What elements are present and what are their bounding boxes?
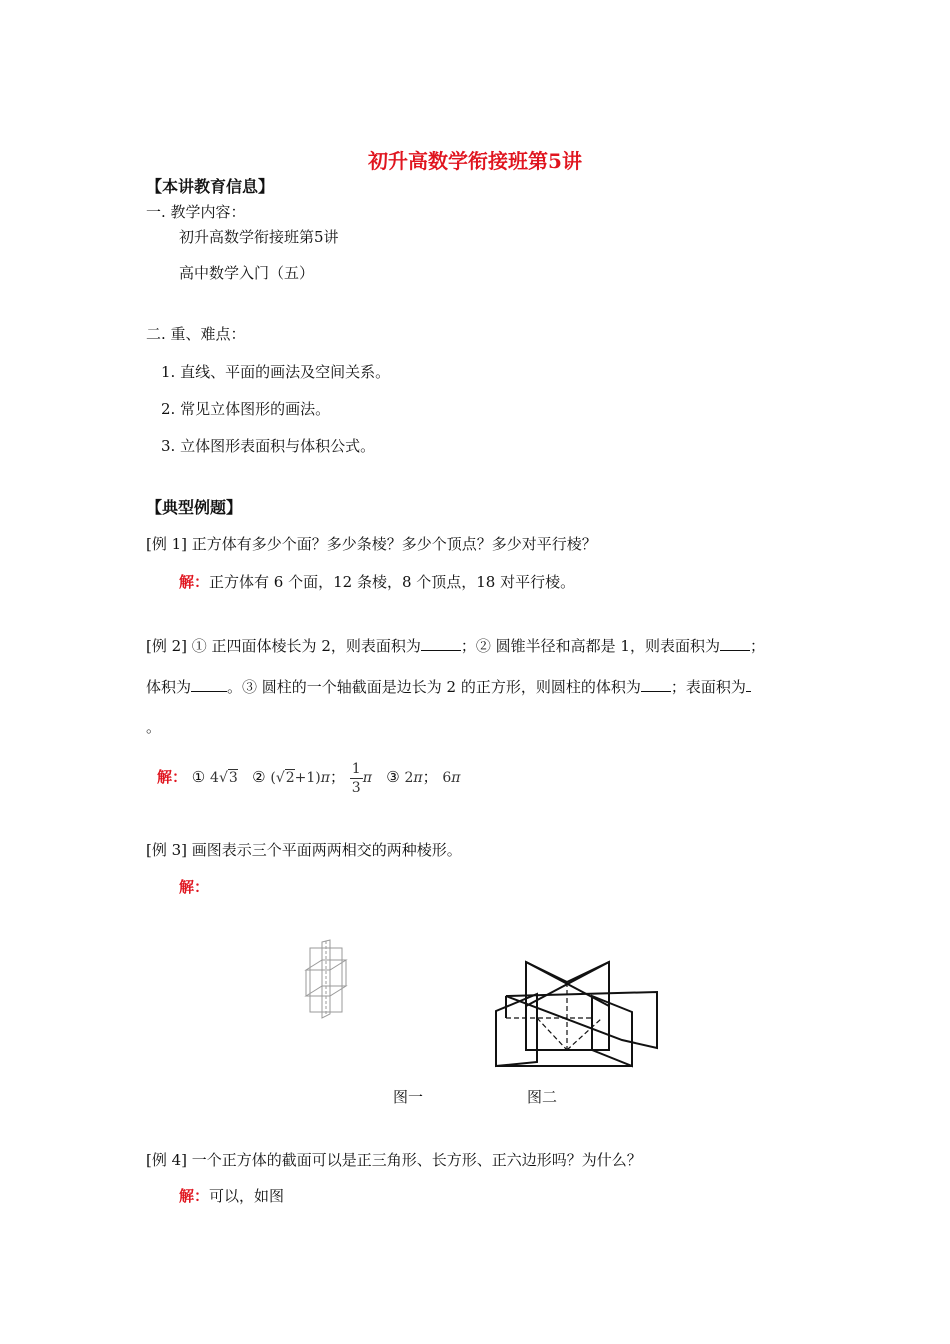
pi-symbol: π <box>320 770 330 786</box>
coefficient: 4 <box>210 770 219 786</box>
question-text: [例 2] ① 正四面体棱长为 2，则表面积为 <box>146 637 421 655</box>
numerator: 1 <box>351 760 361 777</box>
figure-2-diagram <box>492 958 662 1070</box>
value: 6 <box>442 770 452 786</box>
example-4-question: [例 4] 一个正方体的截面可以是正三角形、长方形、正六边形吗？为什么？ <box>146 1151 642 1169</box>
hidden-edge <box>567 1018 602 1050</box>
example-3-answer-label: 解： <box>179 878 210 896</box>
answer-blank <box>720 636 750 651</box>
denominator: 3 <box>351 779 361 796</box>
fraction <box>350 760 363 797</box>
question-text: 体积为 <box>146 678 192 696</box>
example-2-answer <box>157 757 460 797</box>
answer-label: 解： <box>157 768 188 786</box>
example-1-question: [例 1] 正方体有多少个面？多少条棱？多少个顶点？多少对平行棱？ <box>146 535 597 553</box>
radicand: 2 <box>285 770 295 786</box>
example-3-question: [例 3] 画图表示三个平面两两相交的两种棱形。 <box>146 841 462 859</box>
figure-2-caption: 图二 <box>527 1088 558 1106</box>
section-2-item-3: 3. 立体图形表面积与体积公式。 <box>161 437 376 455</box>
answer-1-formula <box>210 769 238 786</box>
figure-1-caption: 图一 <box>393 1088 424 1106</box>
answer-3-area <box>442 770 460 786</box>
example-1-answer <box>179 573 575 591</box>
answer-text: 正方体有 6 个面，12 条棱，8 个顶点，18 对平行棱。 <box>209 573 576 591</box>
question-text: ；② 圆锥半径和高都是 1，则表面积为 <box>460 637 720 655</box>
pi-symbol: π <box>413 770 423 786</box>
example-2-question-end: 。 <box>146 718 162 736</box>
answer-blank <box>421 636 461 651</box>
answer-text: 可以，如图 <box>209 1187 285 1205</box>
separator: ； <box>329 768 345 786</box>
section-2-item-2: 2. 常见立体图形的画法。 <box>161 400 331 418</box>
answer-mark-3: ③ <box>386 768 400 786</box>
paren: ( <box>270 770 276 786</box>
section-1-line-1: 初升高数学衔接班第5讲 <box>179 228 339 246</box>
section-1-heading: 一. 教学内容： <box>146 203 246 221</box>
answer-blank <box>641 677 671 692</box>
answer-mark-2: ② <box>252 768 266 786</box>
sqrt-icon: √ <box>218 770 228 786</box>
plane-top-right <box>506 992 657 1048</box>
question-text: ； <box>749 637 765 655</box>
example-4-answer <box>179 1187 284 1205</box>
answer-label: 解： <box>179 573 210 591</box>
answer-blank <box>191 677 227 692</box>
example-2-question-line-1 <box>146 636 765 655</box>
question-text: 。③ 圆柱的一个轴截面是边长为 2 的正方形，则圆柱的体积为 <box>227 678 641 696</box>
answer-label: 解： <box>179 1187 210 1205</box>
section-2-item-1: 1. 直线、平面的画法及空间关系。 <box>161 363 391 381</box>
hidden-edge <box>537 1018 567 1050</box>
examples-heading: 【典型例题】 <box>146 498 243 517</box>
info-heading: 【本讲教育信息】 <box>146 177 275 196</box>
separator: ； <box>422 768 438 786</box>
expression: +1) <box>294 770 321 786</box>
figure-1-diagram <box>300 938 356 1020</box>
answer-2-formula <box>270 769 330 786</box>
pi-symbol: π <box>451 770 461 786</box>
answer-mark-1: ① <box>191 768 206 786</box>
value: 2 <box>404 770 414 786</box>
example-2-question-line-2 <box>146 677 751 696</box>
pi-symbol: π <box>362 770 372 786</box>
answer-blank <box>746 677 751 692</box>
page-title: 初升高数学衔接班第5讲 <box>368 149 582 173</box>
answer-3-volume <box>404 770 422 786</box>
sqrt-icon: √ <box>275 770 285 786</box>
radicand: 3 <box>228 770 238 786</box>
section-1-line-2: 高中数学入门（五） <box>179 264 315 282</box>
section-2-heading: 二. 重、难点： <box>146 325 246 343</box>
question-text: ；表面积为 <box>670 678 746 696</box>
